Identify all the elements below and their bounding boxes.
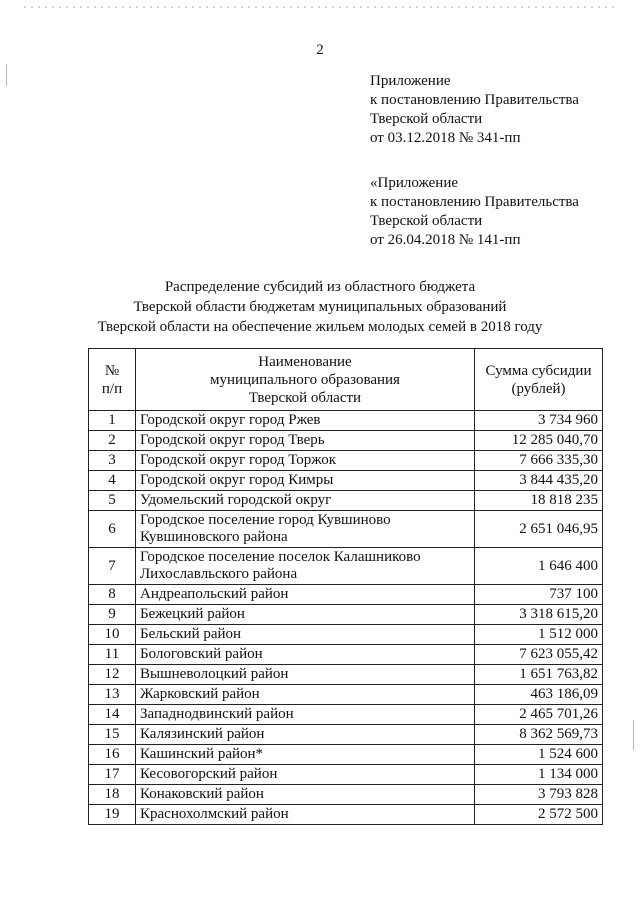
- table-row: [89, 411, 603, 431]
- table-row: [89, 471, 603, 491]
- table-row: [89, 805, 603, 825]
- subsidy-amount: 7 666 335,30: [475, 451, 603, 471]
- table-row: [89, 511, 603, 548]
- row-number: 16: [89, 745, 136, 765]
- municipality-name-line: Городской округ город Кимры: [140, 472, 334, 488]
- scan-artifact-right: [633, 720, 634, 750]
- municipality-name: [136, 765, 475, 785]
- approval-line: Тверской области: [370, 213, 483, 229]
- municipality-name-line: Бежецкий район: [140, 606, 245, 622]
- row-number: 18: [89, 785, 136, 805]
- table-row: [89, 705, 603, 725]
- approval-line: Тверской области: [370, 111, 483, 127]
- table-row: [89, 605, 603, 625]
- subsidy-amount: 1 524 600: [475, 745, 603, 765]
- row-number: 19: [89, 805, 136, 825]
- municipality-name-line: Бельский район: [140, 626, 242, 642]
- title-line: Распределение субсидий из областного бюджета: [164, 279, 476, 295]
- table-row: [89, 585, 603, 605]
- municipality-name: [136, 705, 475, 725]
- municipality-name: [136, 585, 475, 605]
- subsidy-amount: 2 572 500: [475, 805, 603, 825]
- municipality-name-line: Городской округ город Тверь: [140, 432, 325, 448]
- table-row: [89, 491, 603, 511]
- row-number: 14: [89, 705, 136, 725]
- municipality-name-line: Лихославльского района: [140, 566, 298, 582]
- subsidy-amount: 2 465 701,26: [475, 705, 603, 725]
- subsidy-amount: 1 512 000: [475, 625, 603, 645]
- header-name-line: Наименование: [258, 353, 352, 370]
- municipality-name: [136, 805, 475, 825]
- row-number: 6: [89, 511, 136, 548]
- header-name-line: муниципального образования: [210, 371, 400, 388]
- row-number: 5: [89, 491, 136, 511]
- approval-line: к постановлению Правительства: [370, 194, 579, 210]
- subsidy-amount: 2 651 046,95: [475, 511, 603, 548]
- municipality-name: [136, 491, 475, 511]
- subsidy-amount: 3 318 615,20: [475, 605, 603, 625]
- subsidy-amount: 8 362 569,73: [475, 725, 603, 745]
- row-number: 12: [89, 665, 136, 685]
- municipality-name-line: Кашинский район*: [140, 746, 264, 762]
- approval-line: Приложение: [370, 73, 451, 89]
- table-body: [89, 411, 603, 825]
- header-num: [89, 349, 136, 411]
- subsidy-amount: 18 818 235: [475, 491, 603, 511]
- row-number: 17: [89, 765, 136, 785]
- municipality-name: [136, 511, 475, 548]
- municipality-name-line: Вышневолоцкий район: [140, 666, 289, 682]
- municipality-name: [136, 431, 475, 451]
- municipality-name-line: Городское поселение город Кувшиново: [140, 512, 391, 528]
- header-name: [136, 349, 475, 411]
- row-number: 10: [89, 625, 136, 645]
- municipality-name: [136, 451, 475, 471]
- subsidy-amount: 737 100: [475, 585, 603, 605]
- subsidy-amount: 1 646 400: [475, 548, 603, 585]
- table-row: [89, 625, 603, 645]
- header-num-line: №: [104, 362, 120, 379]
- table-row: [89, 665, 603, 685]
- municipality-name: [136, 548, 475, 585]
- municipality-name-line: Бологовский район: [140, 646, 263, 662]
- table-row: [89, 765, 603, 785]
- subsidy-amount: 1 134 000: [475, 765, 603, 785]
- row-number: 8: [89, 585, 136, 605]
- municipality-name-line: Кесовогорский район: [140, 766, 278, 782]
- row-number: 13: [89, 685, 136, 705]
- scan-artifact-left: [6, 64, 7, 86]
- title-line: Тверской области бюджетам муниципальных образований: [133, 299, 507, 315]
- municipality-name: [136, 625, 475, 645]
- table-row: [89, 785, 603, 805]
- title-line: Тверской области на обеспечение жильем молодых семей в 2018 году: [97, 319, 543, 335]
- approval-block-previous: [370, 174, 579, 250]
- municipality-name: [136, 605, 475, 625]
- header-name-line: Тверской области: [248, 389, 362, 406]
- municipality-name-line: Краснохолмский район: [140, 806, 289, 822]
- row-number: 15: [89, 725, 136, 745]
- subsidy-amount: 463 186,09: [475, 685, 603, 705]
- municipality-name-line: Городское поселение поселок Калашниково: [140, 549, 421, 565]
- subsidy-amount: 1 651 763,82: [475, 665, 603, 685]
- municipality-name-line: Западнодвинский район: [140, 706, 294, 722]
- table-row: [89, 685, 603, 705]
- header-sum-line: (рублей): [511, 380, 566, 397]
- municipality-name: [136, 685, 475, 705]
- municipality-name: [136, 745, 475, 765]
- municipality-name-line: Андреапольский район: [140, 586, 289, 602]
- table-row: [89, 645, 603, 665]
- subsidy-amount: 12 285 040,70: [475, 431, 603, 451]
- table-row: [89, 745, 603, 765]
- scan-artifact-top: [24, 6, 616, 8]
- municipality-name: [136, 665, 475, 685]
- row-number: 2: [89, 431, 136, 451]
- table-row: [89, 451, 603, 471]
- row-number: 7: [89, 548, 136, 585]
- approval-line: от 26.04.2018 № 141-пп: [370, 232, 521, 248]
- table-row: [89, 548, 603, 585]
- approval-line: к постановлению Правительства: [370, 92, 579, 108]
- header-sum-line: Сумма субсидии: [485, 362, 592, 379]
- header-sum: [475, 349, 603, 411]
- municipality-name-line: Конаковский район: [140, 786, 264, 802]
- municipality-name-line: Удомельский городской округ: [140, 492, 332, 508]
- municipality-name: [136, 471, 475, 491]
- municipality-name-line: Калязинский район: [140, 726, 265, 742]
- subsidy-amount: 7 623 055,42: [475, 645, 603, 665]
- subsidy-amount: 3 844 435,20: [475, 471, 603, 491]
- municipality-name-line: Кувшиновского района: [140, 529, 288, 545]
- table-header-row: [89, 349, 603, 411]
- municipality-name: [136, 411, 475, 431]
- row-number: 11: [89, 645, 136, 665]
- subsidy-table: [88, 348, 603, 825]
- municipality-name-line: Городской округ город Торжок: [140, 452, 337, 468]
- document-title: [0, 277, 640, 337]
- header-num-line: п/п: [101, 380, 123, 397]
- row-number: 4: [89, 471, 136, 491]
- municipality-name: [136, 785, 475, 805]
- approval-line: от 03.12.2018 № 341-пп: [370, 130, 521, 146]
- approval-block-current: [370, 72, 579, 148]
- row-number: 9: [89, 605, 136, 625]
- table-row: [89, 725, 603, 745]
- municipality-name: [136, 645, 475, 665]
- approval-line: «Приложение: [370, 175, 459, 191]
- subsidy-amount: 3 734 960: [475, 411, 603, 431]
- row-number: 3: [89, 451, 136, 471]
- page-number: 2: [316, 42, 324, 58]
- municipality-name-line: Жарковский район: [140, 686, 260, 702]
- municipality-name: [136, 725, 475, 745]
- subsidy-amount: 3 793 828: [475, 785, 603, 805]
- table-row: [89, 431, 603, 451]
- row-number: 1: [89, 411, 136, 431]
- municipality-name-line: Городской округ город Ржев: [140, 412, 321, 428]
